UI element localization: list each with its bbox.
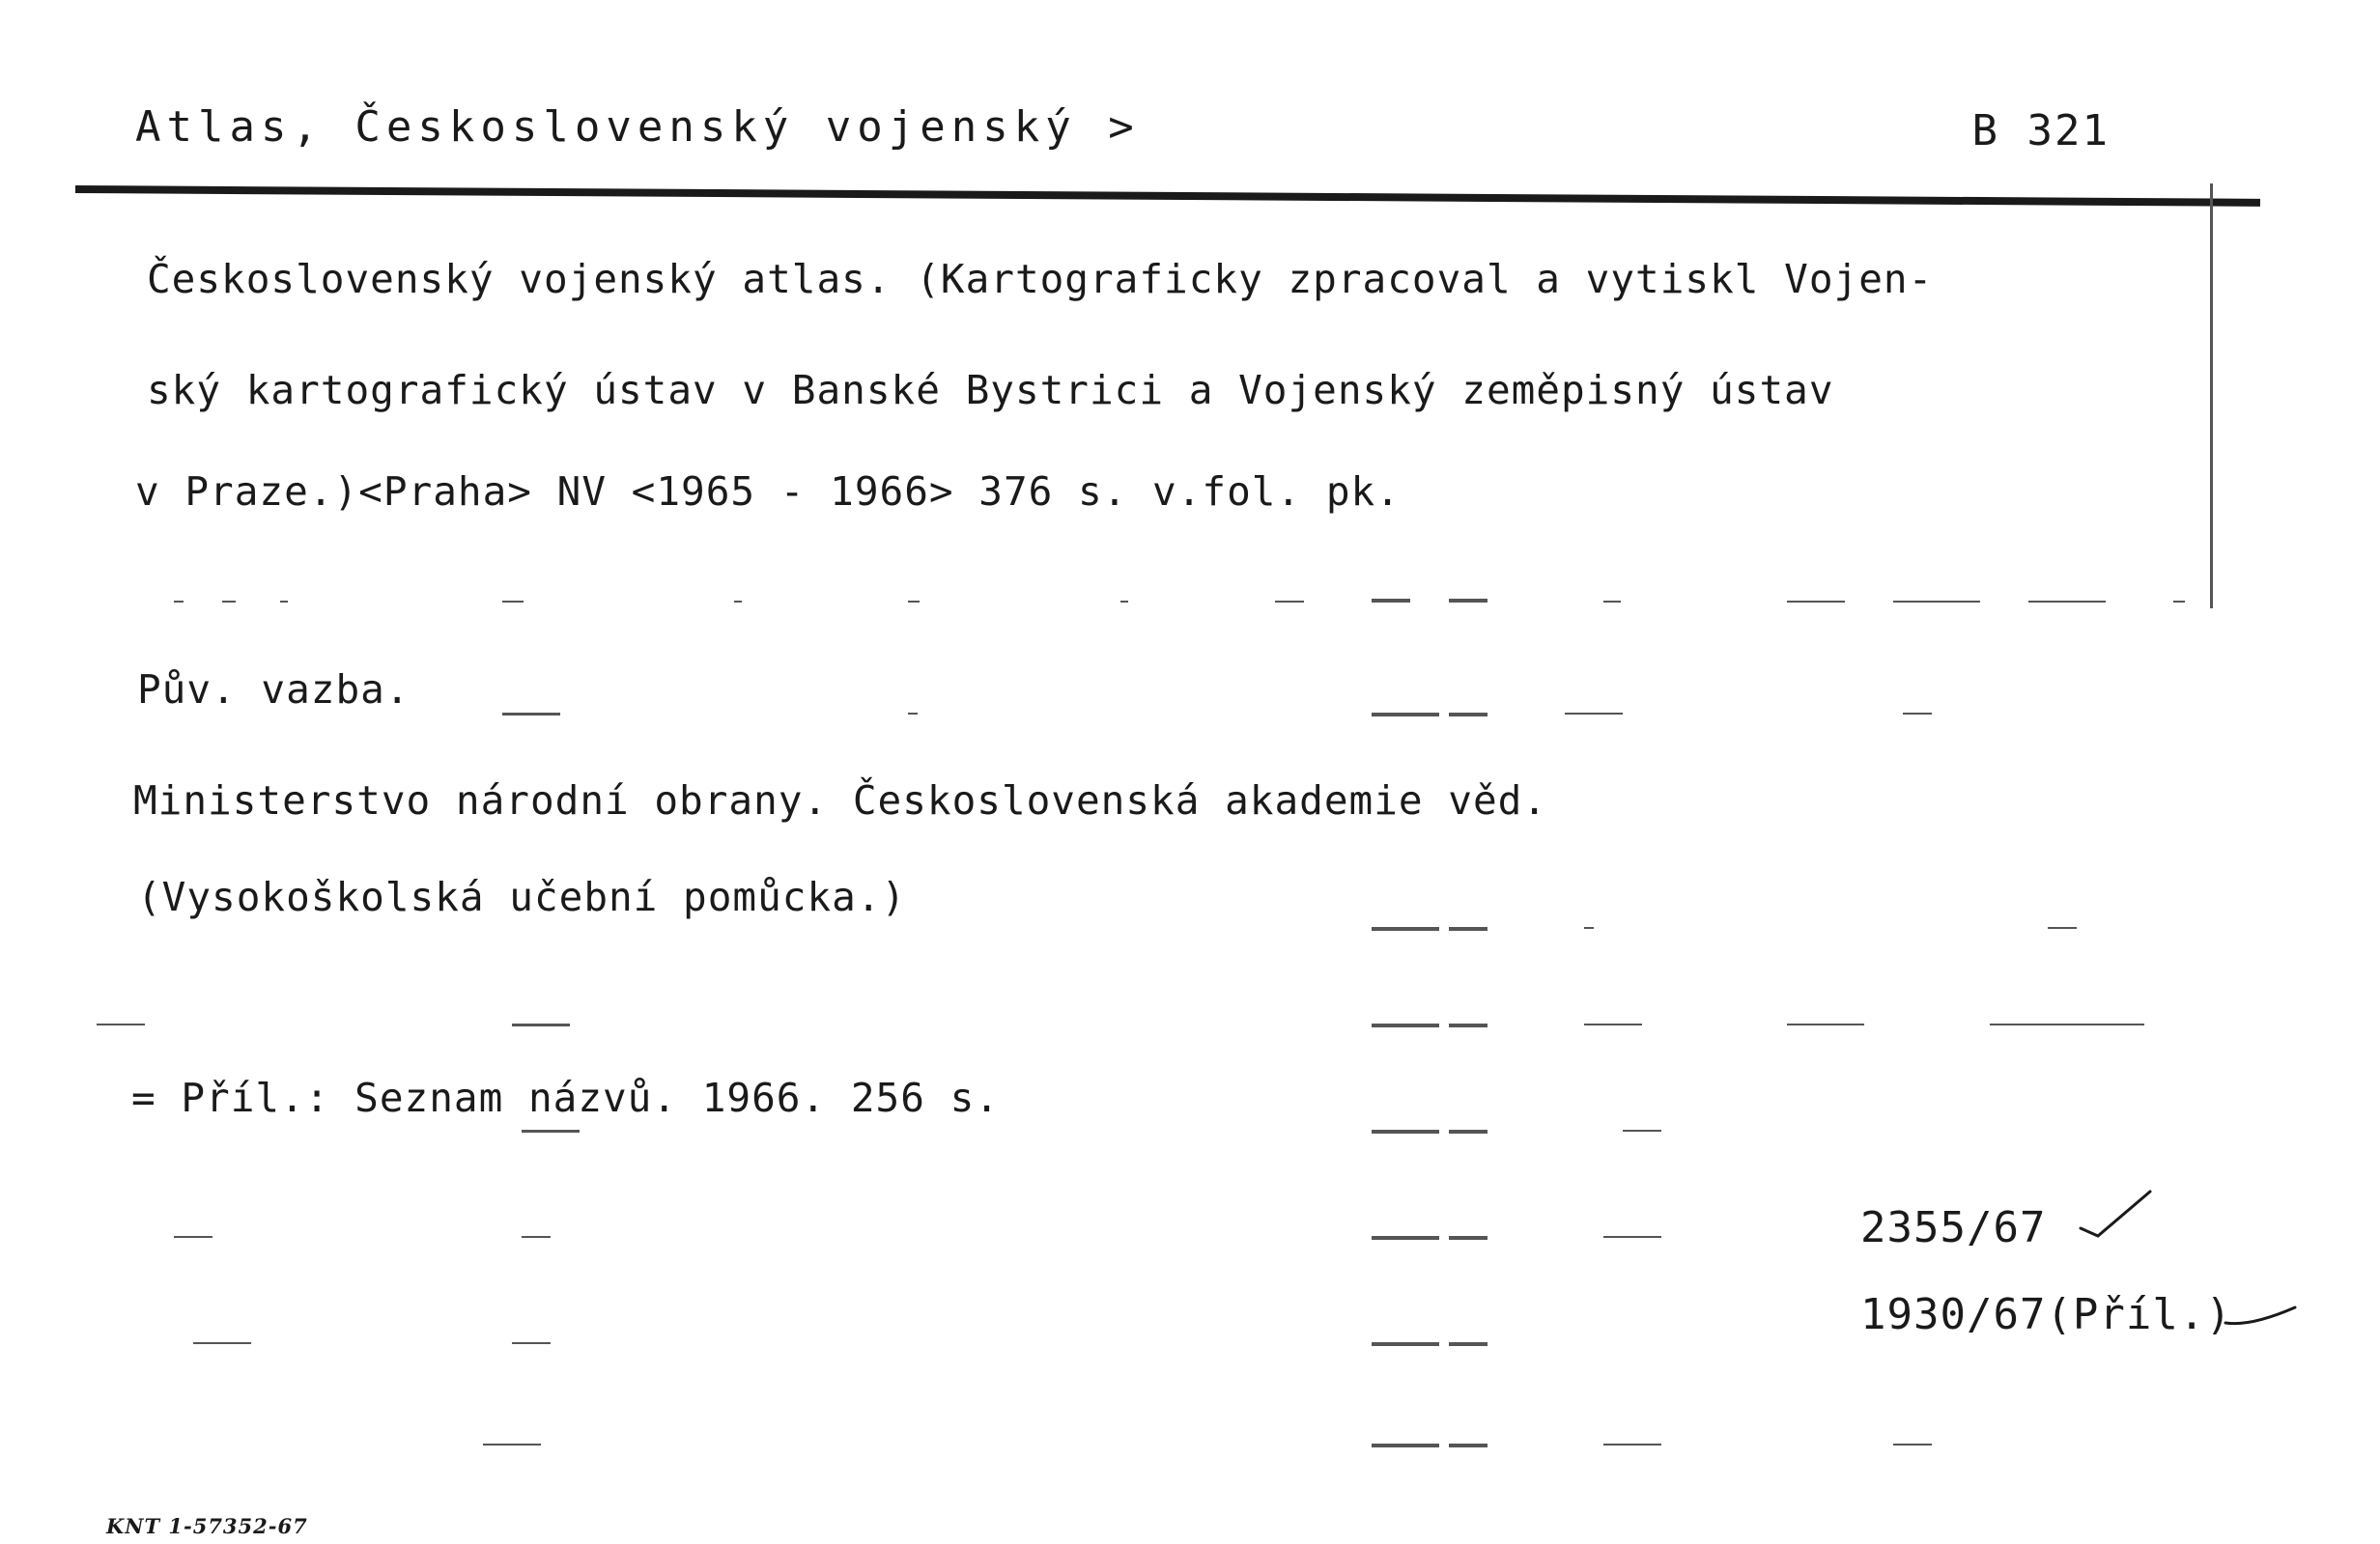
card-print-code: KNT 1-57352-67 bbox=[106, 1514, 308, 1538]
description-line: ský kartografický ústav v Banské Bystrici a Vojenský zeměpisný ústav bbox=[147, 367, 1834, 413]
note-publisher: Ministerstvo národní obrany. Československá akademie věd. bbox=[133, 777, 1547, 824]
shelfmark: B 321 bbox=[1971, 106, 2110, 155]
accession-number: 2355/67 bbox=[1860, 1203, 2047, 1252]
note-supplement: = Příl.: Seznam názvů. 1966. 256 s. bbox=[131, 1075, 1000, 1121]
description-line: Československý vojenský atlas. (Kartograficky zpracoval a vytiskl Vojen- bbox=[147, 256, 1934, 302]
description-line: v Praze.)<Praha> NV <1965 - 1966> 376 s. v.fol. pk. bbox=[135, 468, 1401, 515]
card-heading: Atlas, Československý vojenský > bbox=[135, 102, 1140, 152]
note-binding: Pův. vazba. bbox=[137, 666, 411, 713]
accession-number-supplement: 1930/67(Příl.) bbox=[1860, 1290, 2232, 1339]
note-series: (Vysokoškolská učební pomůcka.) bbox=[137, 874, 907, 920]
